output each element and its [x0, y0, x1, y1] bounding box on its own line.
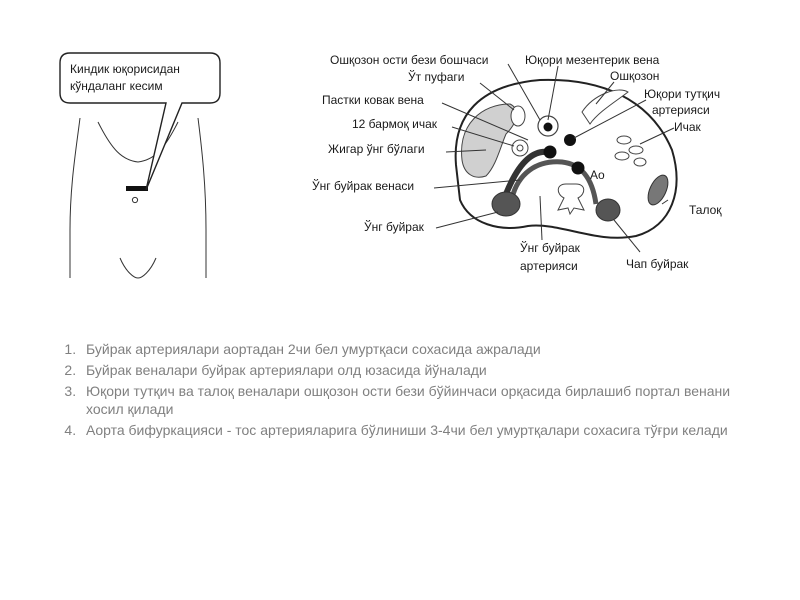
label-right-renal-vein: Ўнг буйрак венаси	[312, 179, 415, 193]
label-liver-right-lobe: Жигар ўнг бўлаги	[328, 142, 425, 156]
label-gallbladder: Ўт пуфаги	[408, 70, 465, 84]
torso-left-edge	[70, 118, 80, 278]
duodenum	[512, 140, 528, 156]
aorta	[572, 162, 585, 175]
label-ivc: Пастки ковак вена	[322, 93, 424, 107]
label-stomach: Ошқозон	[610, 69, 660, 83]
label-aorta: Ao	[590, 168, 605, 182]
label-duodenum: 12 бармоқ ичак	[352, 117, 438, 131]
callout-line-1: Киндик юқорисидан	[70, 62, 180, 76]
note-item: 4. Аорта бифуркацияси - тос артерияларига бўлиниши 3-4чи бел умуртқалари сохасига тўғри келади	[80, 421, 770, 439]
cross-section-marker	[126, 186, 148, 191]
note-item: 1. Буйрак артериялари аортадан 2чи бел умуртқаси сохасида ажралади	[80, 340, 770, 358]
label-spleen: Талоқ	[689, 203, 722, 217]
left-kidney	[596, 199, 620, 221]
note-item: 3. Юқори тутқич ва талоқ веналари ошқозон ости бези бўйинчаси орқасида бирлашиб портал венани хосил қилади	[80, 382, 770, 418]
label-celiac-2: артерияси	[652, 103, 710, 117]
notes-list	[46, 340, 770, 442]
pancreas-vessel	[544, 123, 553, 132]
note-item: 2. Буйрак веналари буйрак артериялари олд юзасида йўналади	[80, 361, 770, 379]
callout-line-2: кўндаланг кесим	[70, 79, 163, 93]
groin-curve	[120, 258, 156, 278]
label-right-kidney: Ўнг буйрак	[364, 220, 424, 234]
label-right-renal-artery-2: артерияси	[520, 259, 578, 273]
torso-right-edge	[198, 118, 206, 278]
label-pancreas-head: Ошқозон ости бези бошчаси	[330, 53, 489, 67]
torso-illustration	[70, 118, 206, 278]
label-celiac-1: Юқори тутқич	[644, 87, 721, 101]
label-sup-mesenteric-vein: Юқори мезентерик вена	[525, 53, 660, 67]
label-right-renal-artery-1: Ўнг буйрак	[520, 241, 580, 255]
ivc	[544, 146, 557, 159]
label-intestine: Ичак	[674, 120, 701, 134]
sup-mesenteric-vessel	[564, 134, 576, 146]
callout-bubble	[60, 53, 220, 190]
navel	[132, 197, 137, 202]
label-left-kidney: Чап буйрак	[626, 257, 689, 271]
